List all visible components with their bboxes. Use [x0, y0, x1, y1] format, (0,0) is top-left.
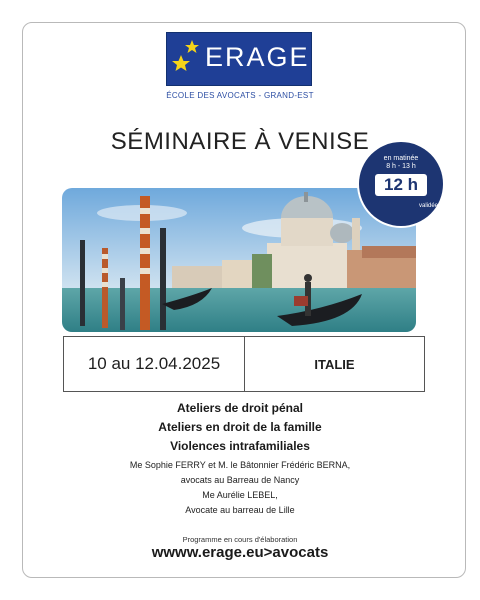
event-place: ITALIE — [314, 356, 355, 372]
event-dates: 10 au 12.04.2025 — [64, 337, 245, 391]
logo-subtitle: ÉCOLE DES AVOCATS - GRAND-EST — [166, 91, 314, 100]
info-table — [63, 336, 425, 392]
speaker-line: Me Sophie FERRY et M. le Bâtonnier Frédéric BERNA, — [129, 460, 351, 470]
speaker-line: Me Aurélie LEBEL, — [202, 490, 278, 500]
speaker-line: Avocate au barreau de Lille — [185, 505, 295, 515]
logo-text: ERAGE — [205, 42, 310, 72]
venice-photo — [62, 188, 416, 332]
badge-hours: 12 h — [375, 174, 427, 196]
workshop-list — [90, 399, 390, 456]
website-link[interactable]: wwww.erage.eu>avocats — [151, 544, 329, 561]
badge-line2: 8 h - 13 h — [386, 163, 416, 170]
star-icon — [167, 33, 207, 87]
badge-validated: validées — [418, 203, 441, 209]
workshop-item: Violences intrafamiliales — [170, 439, 310, 453]
badge-line1: en matinée — [383, 155, 419, 162]
workshop-item: Ateliers en droit de la famille — [158, 420, 322, 434]
erage-logo — [166, 32, 312, 86]
page-title: SÉMINAIRE À VENISE — [110, 128, 370, 155]
programme-note: Programme en cours d'élaboration — [182, 535, 298, 544]
speaker-list — [60, 458, 420, 518]
workshop-item: Ateliers de droit pénal — [176, 401, 304, 415]
venice-gondola-photo — [62, 188, 416, 332]
speaker-line: avocats au Barreau de Nancy — [180, 475, 300, 485]
hours-badge — [359, 142, 443, 226]
